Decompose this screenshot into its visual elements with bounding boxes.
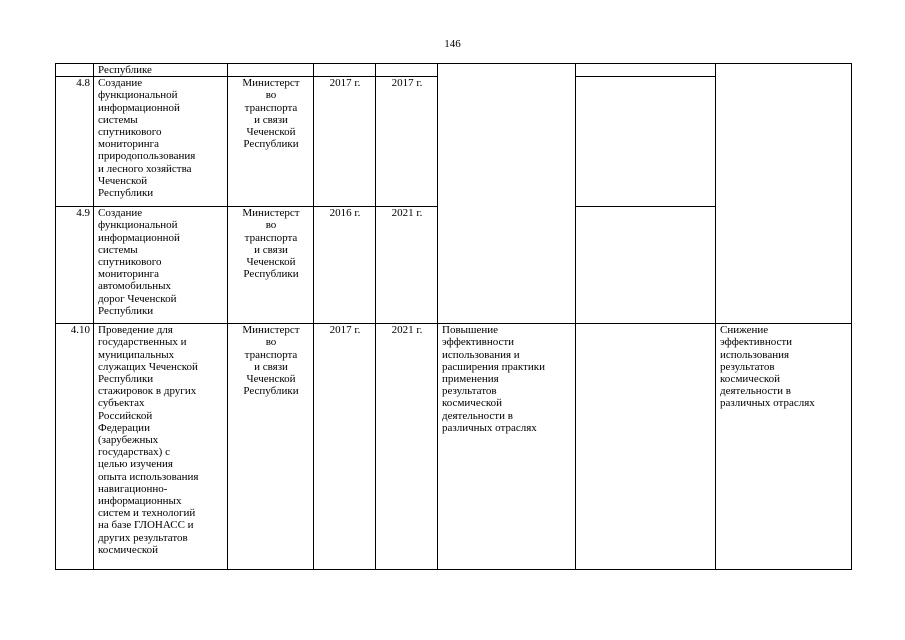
text-line: во: [265, 219, 277, 232]
text-line: стажировок в других: [98, 385, 197, 398]
text-line: государствах) с: [98, 446, 170, 459]
text-line: различных отраслях: [720, 397, 815, 410]
text-line: информационной: [98, 101, 180, 114]
text-line: использования: [720, 348, 790, 361]
text-line: и связи: [254, 243, 288, 256]
cell-end: 2021 г.: [376, 207, 438, 324]
text-line: транспорта: [244, 101, 298, 114]
text-line: расширения практики: [442, 360, 545, 373]
text-line: Республики: [98, 373, 154, 386]
cell-start: 2016 г.: [314, 207, 376, 324]
text-line: спутникового: [98, 126, 162, 139]
text-line: дорог Чеченской: [98, 292, 177, 305]
text-line: автомобильных: [98, 280, 171, 293]
text-line: результатов: [720, 360, 775, 373]
text-line: во: [265, 336, 277, 349]
cell-consequence-merged: [716, 64, 852, 324]
text-line: эффективности: [720, 336, 793, 349]
cell-result: [438, 324, 576, 570]
text-line: Федерации: [98, 421, 150, 434]
cell-number: 4.9: [56, 207, 94, 324]
text-line: мониторинга: [98, 268, 160, 281]
text-line: информационной: [98, 231, 180, 244]
text-line: систем и технологий: [98, 507, 196, 520]
text-line: Республики: [98, 304, 154, 317]
text-line: и связи: [254, 113, 288, 126]
measures-table: [55, 63, 852, 570]
cell-end: 2021 г.: [376, 324, 438, 570]
text-line: Министерст: [242, 207, 300, 220]
cell-executor: [228, 77, 314, 207]
text-line: системы: [98, 113, 138, 126]
text-line: транспорта: [244, 231, 298, 244]
table-row: [56, 324, 852, 570]
text-line: деятельности в: [442, 409, 513, 422]
text-line: Проведение для: [98, 324, 173, 337]
text-line: информационных: [98, 495, 182, 508]
cell-measure-name: [94, 207, 228, 324]
cell-number: 4.8: [56, 77, 94, 207]
text-line: Чеченской: [98, 174, 148, 187]
text-line: мониторинга: [98, 138, 160, 151]
text-line: космической: [720, 373, 781, 386]
text-line: эффективности: [442, 336, 515, 349]
text-line: государственных и: [98, 336, 187, 349]
cell-start: [314, 64, 376, 77]
text-line: Создание: [98, 207, 143, 220]
text-line: различных отраслях: [442, 421, 537, 434]
text-line: деятельности в: [720, 385, 791, 398]
table-row: [56, 64, 852, 77]
text-line: Министерст: [242, 324, 300, 337]
text-line: природопользования: [98, 150, 196, 163]
cell-end: 2017 г.: [376, 77, 438, 207]
text-line: Республики: [243, 385, 299, 398]
text-line: функциональной: [98, 89, 178, 102]
cell-indicator: [576, 77, 716, 207]
cell-end: [376, 64, 438, 77]
page-number: 146: [444, 38, 461, 50]
text-line: опыта использования: [98, 470, 199, 483]
cell-executor: [228, 64, 314, 77]
cell-start: 2017 г.: [314, 324, 376, 570]
cell-indicator: [576, 324, 716, 570]
text-line: навигационно-: [98, 482, 168, 495]
text-line: результатов: [442, 385, 497, 398]
text-line: Республике: [98, 64, 152, 76]
text-line: муниципальных: [98, 348, 175, 361]
cell-executor: [228, 207, 314, 324]
text-line: Создание: [98, 77, 143, 90]
cell-start: 2017 г.: [314, 77, 376, 207]
text-line: космической: [98, 543, 159, 556]
text-line: системы: [98, 243, 138, 256]
text-line: на базе ГЛОНАСС и: [98, 519, 194, 532]
text-line: применения: [442, 373, 499, 386]
text-line: Министерст: [242, 77, 300, 90]
cell-number: [56, 64, 94, 77]
cell-consequence: [716, 324, 852, 570]
text-line: функциональной: [98, 219, 178, 232]
text-line: Республики: [243, 138, 299, 151]
text-line: Чеченской: [246, 126, 296, 139]
text-line: Снижение: [720, 324, 769, 337]
text-line: служащих Чеченской: [98, 360, 198, 373]
text-line: целью изучения: [98, 458, 173, 471]
text-line: других результатов: [98, 531, 188, 544]
cell-number: 4.10: [56, 324, 94, 570]
text-line: Российской: [98, 409, 153, 422]
text-line: Чеченской: [246, 373, 296, 386]
text-line: Повышение: [442, 324, 499, 337]
cell-indicator: [576, 64, 716, 77]
cell-measure-name: [94, 324, 228, 570]
cell-indicator: [576, 207, 716, 324]
text-line: транспорта: [244, 348, 298, 361]
text-line: Республики: [243, 268, 299, 281]
text-line: Республики: [98, 187, 154, 200]
cell-result-merged: [438, 64, 576, 324]
text-line: (зарубежных: [98, 434, 159, 447]
cell-executor: [228, 324, 314, 570]
cell-measure-name: [94, 64, 228, 77]
text-line: космической: [442, 397, 503, 410]
text-line: использования и: [442, 348, 520, 361]
text-line: и лесного хозяйства: [98, 162, 192, 175]
text-line: субъектах: [98, 397, 145, 410]
text-line: спутникового: [98, 256, 162, 269]
text-line: Чеченской: [246, 256, 296, 269]
cell-measure-name: [94, 77, 228, 207]
text-line: и связи: [254, 360, 288, 373]
text-line: во: [265, 89, 277, 102]
